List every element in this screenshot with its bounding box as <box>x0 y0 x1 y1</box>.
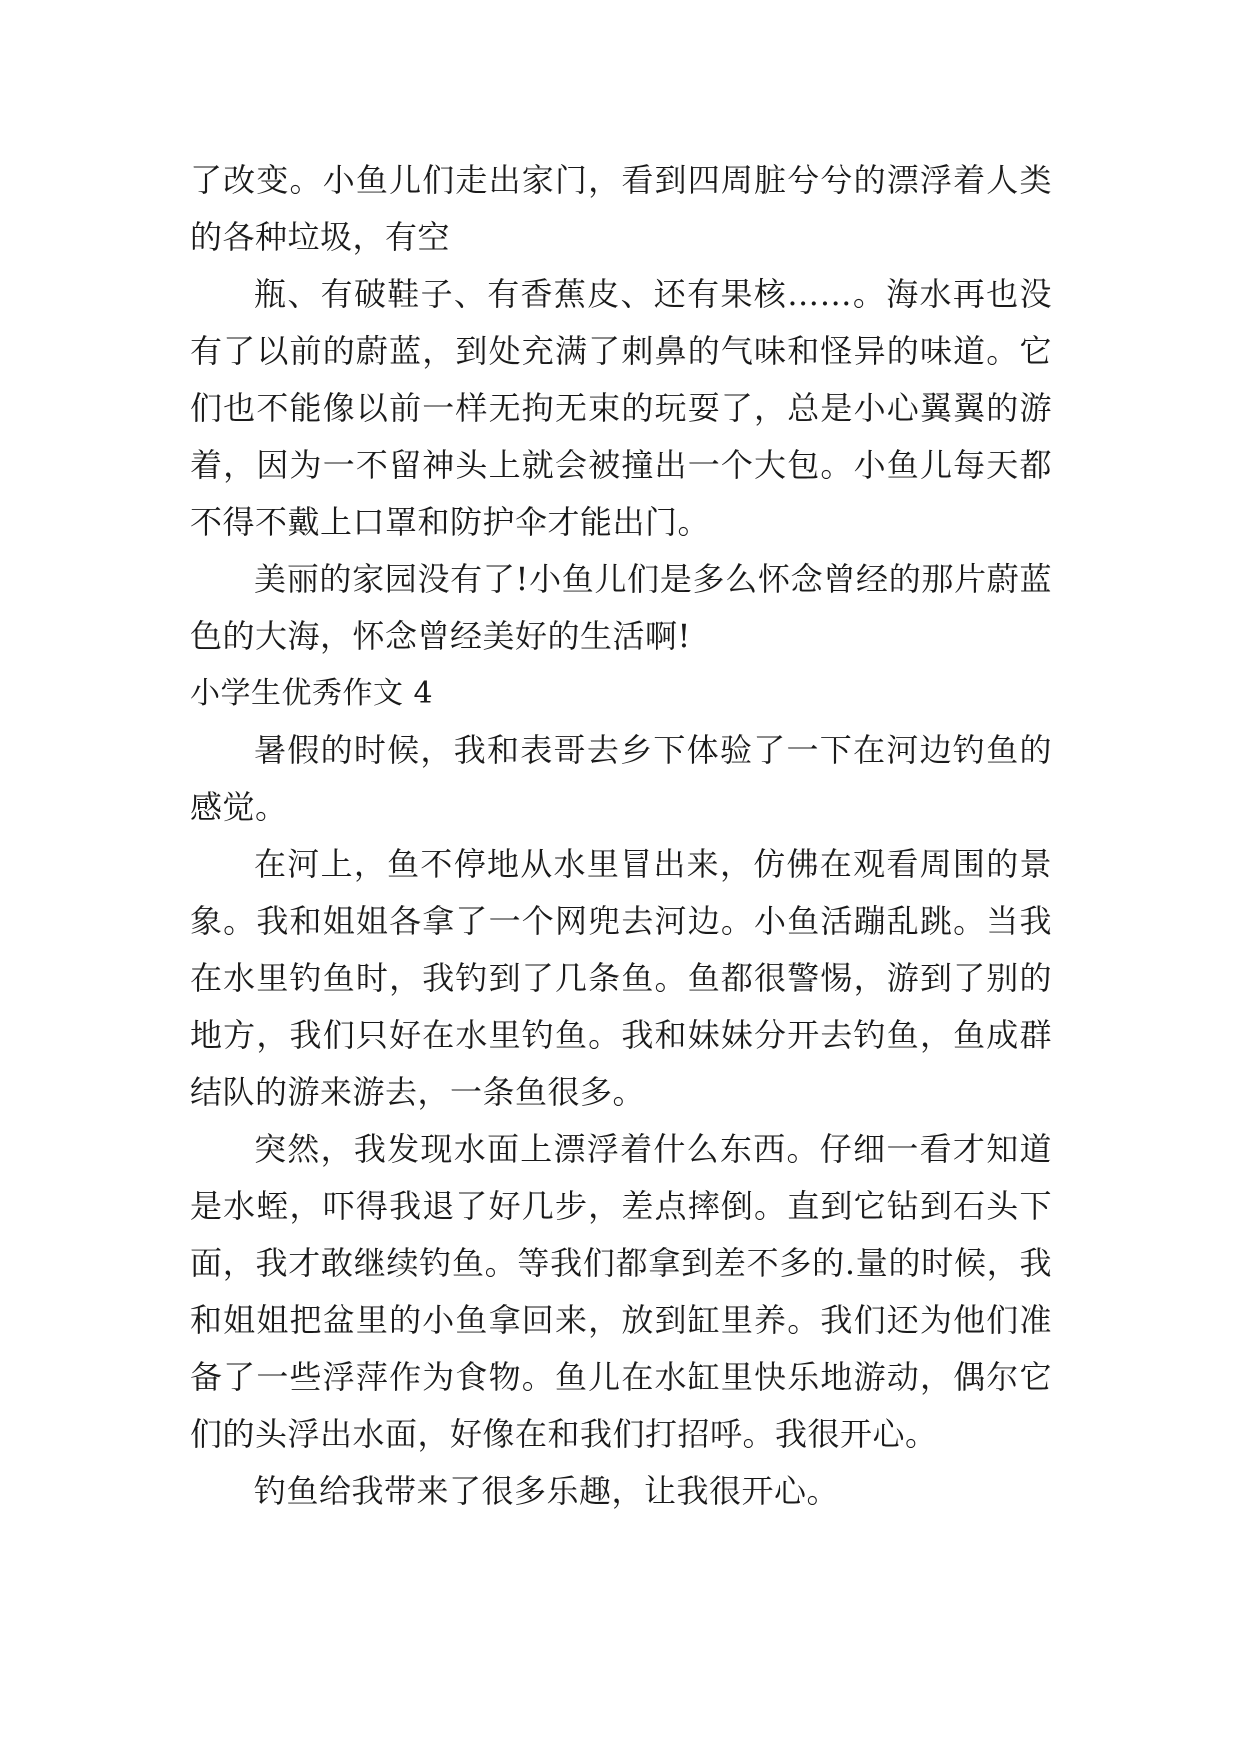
essay-paragraph-intro: 暑假的时候，我和表哥去乡下体验了一下在河边钓鱼的感觉。 <box>190 731 1052 826</box>
essay-heading: 小学生优秀作文 4 <box>190 676 434 711</box>
essay-paragraph-conclusion: 钓鱼给我带来了很多乐趣，让我很开心。 <box>254 1472 840 1510</box>
paragraph-ocean-pollution: 瓶、有破鞋子、有香蕉皮、还有果核……。海水再也没有了以前的蔚蓝，到处充满了刺鼻的气味和怪异的味道。它们也不能像以前一样无拘无束的玩耍了，总是小心翼翼的游着，因为一不留神头上就会被撞出一个大包。小鱼儿每天都不得不戴上口罩和防护伞才能出门。 <box>190 275 1052 541</box>
essay-paragraph-leech: 突然，我发现水面上漂浮着什么东西。仔细一看才知道是水蛭，吓得我退了好几步，差点摔倒。直到它钻到石头下面，我才敢继续钓鱼。等我们都拿到差不多的.量的时候，我和姐姐把盆里的小鱼拿回来，放到缸里养。我们还为他们准备了一些浮萍作为食物。鱼儿在水缸里快乐地游动，偶尔它们的头浮出水面，好像在和我们打招呼。我很开心。 <box>190 1130 1052 1453</box>
paragraph-continued: 了改变。小鱼儿们走出家门，看到四周脏兮兮的漂浮着人类的各种垃圾，有空 <box>190 161 1052 256</box>
paragraph-missing-home: 美丽的家园没有了!小鱼儿们是多么怀念曾经的那片蔚蓝色的大海，怀念曾经美好的生活啊! <box>190 560 1052 655</box>
document-body <box>190 152 1052 1520</box>
essay-paragraph-river: 在河上，鱼不停地从水里冒出来，仿佛在观看周围的景象。我和姐姐各拿了一个网兜去河边。小鱼活蹦乱跳。当我在水里钓鱼时，我钓到了几条鱼。鱼都很警惕，游到了别的地方，我们只好在水里钓鱼。我和妹妹分开去钓鱼，鱼成群结队的游来游去，一条鱼很多。 <box>190 845 1052 1111</box>
